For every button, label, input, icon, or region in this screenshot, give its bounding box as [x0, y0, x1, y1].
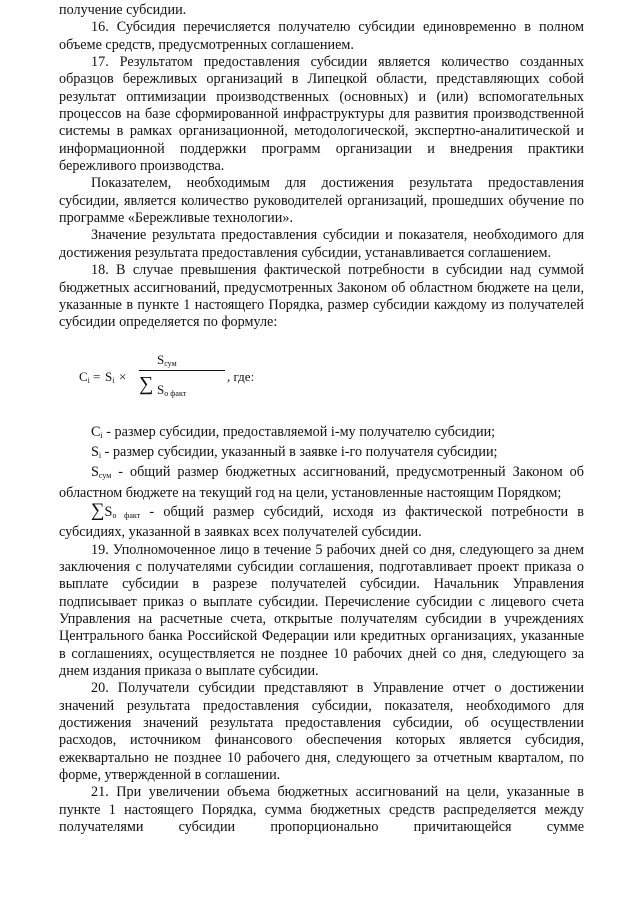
paragraph-20: 20. Получатели субсидии представляют в Управление отчет о достижении значений результата предоставления субсидии, показателя, необходимого для достижения значений результата предоставления субсидии, об осуществлении расходов, источником финансового обеспечения которых является субсидия, ежеквартально не позднее 10 рабочего дня, следующего за отчетным кварталом, по форме, утвержденной в соглашении.: [59, 680, 584, 784]
paragraph-17: 17. Результатом предоставления субсидии является количество созданных образцов бережливых организаций в Липецкой области, представляющих собой результат оптимизации производственных (основных) и (или) вспомогательных процессов на базе сформированной инфраструктуры для развития производственной системы в рамках организационной, методологической, экспертно-аналитической и информационной поддержки программ организации и внедрения практики бережливого производства.: [59, 54, 584, 175]
formula-times: ×: [119, 368, 127, 384]
formula-equals: =: [93, 368, 101, 384]
subsidy-formula: [59, 336, 584, 418]
paragraph-21: 21. При увеличении объема бюджетных ассигнований на цели, указанные в пункте 1 настоящего Порядка, сумма бюджетных средств распределяется между получателями субсидии пропорционально причитающейся сумме: [59, 784, 584, 836]
definition-sum: $S_{сум}$ - общий размер бюджетных ассигнований, предусмотренный Законом об областном бюджете на текущий год на цели, установленные настоящим Порядком;: [59, 464, 584, 501]
formula-denominator: $S_{о факт}$: [157, 381, 187, 398]
paragraph-17-indicator: Показателем, необходимым для достижения результата предоставления субсидии, является количество руководителей организаций, прошедших обучение по программе «Бережливые технологии».: [59, 175, 584, 227]
definition-fact: $\sum S_{о факт}$ - общий размер субсидий, исходя из фактической потребности в субсидиях, указанной в заявках всех получателей субсидии.: [59, 499, 584, 541]
paragraph-continuation: получение субсидии.: [59, 2, 187, 18]
formula-sigma: ∑: [139, 372, 154, 395]
formula-fraction-line: [139, 370, 225, 371]
paragraph-18: 18. В случае превышения фактической потребности в субсидии над суммой бюджетных ассигнований, предусмотренных Законом об областном бюджете на цели, указанные в пункте 1 настоящего Порядка, размер субсидии каждому из получателей субсидии определяется по формуле:: [59, 262, 584, 331]
formula-where: , где:: [227, 368, 255, 384]
formula-numerator: $S_{сум}$: [157, 351, 177, 368]
paragraph-19: 19. Уполномоченное лицо в течение 5 рабочих дней со дня, следующего за днем заключения с получателями субсидии соглашения, подготавливает проект приказа о выплате субсидии в разрезе получателей субсидии. Начальник Управления подписывает приказ о выплате субсидии. Перечисление субсидии с лицевого счета Управления на расчетные счета, открытые получателям субсидии в учреждениях Центрального банка Российской Федерации или кредитных организациях, указанные в соглашениях, осуществляется не позднее 10 рабочих дней со дня, следующего за днем издания приказа о выплате субсидии.: [59, 541, 584, 679]
paragraph-16: 16. Субсидия перечисляется получателю субсидии единовременно в полном объеме средств, предусмотренных соглашением.: [59, 19, 584, 53]
formula-c: $C_i$: [79, 368, 90, 385]
paragraph-17-value: Значение результата предоставления субсидии и показателя, необходимого для достижения результата предоставления субсидии, устанавливается соглашением.: [59, 227, 584, 261]
document-page: [59, 2, 584, 836]
definition-s: $S_i$ - размер субсидии, указанный в заявке i-го получателя субсидии;: [91, 443, 498, 460]
formula-s: $S_i$: [105, 368, 115, 385]
definition-c: $C_i$ - размер субсидии, предоставляемой i-му получателю субсидии;: [91, 423, 496, 440]
